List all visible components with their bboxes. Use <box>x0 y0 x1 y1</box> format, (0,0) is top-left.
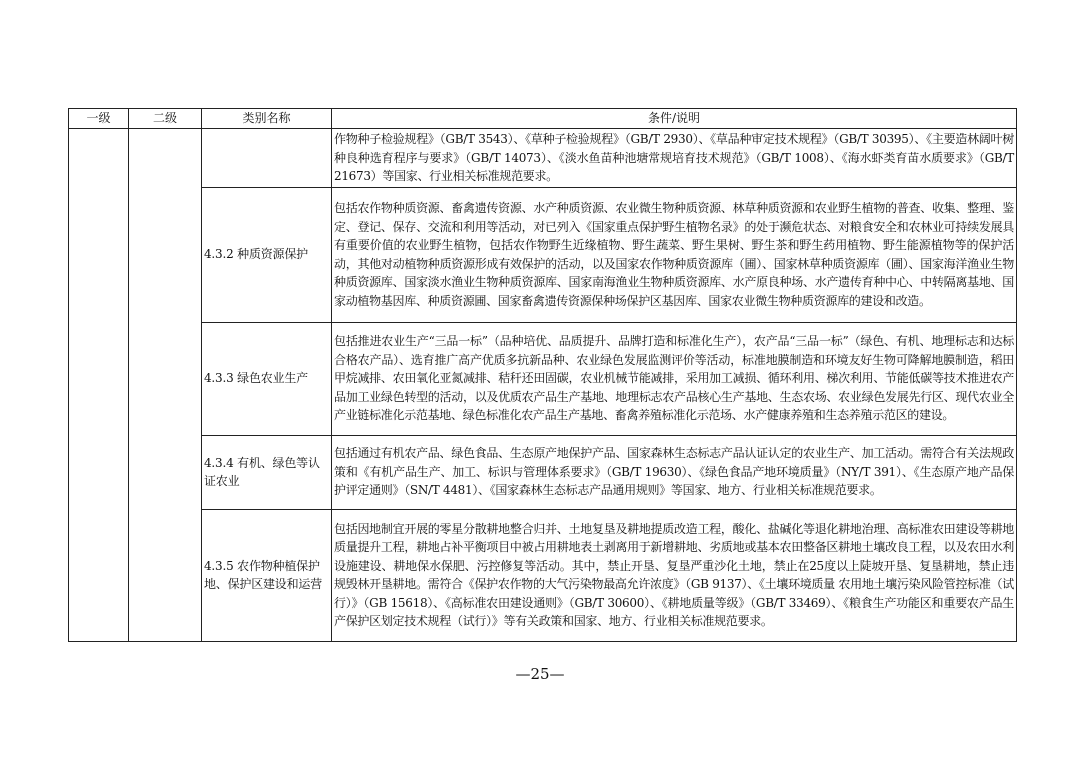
header-level2: 二级 <box>129 109 202 129</box>
category-cell: 4.3.2 种质资源保护 <box>202 187 332 322</box>
category-cell: 4.3.5 农作物种植保护地、保护区建设和运营 <box>202 509 332 641</box>
page-number: —25— <box>515 665 565 683</box>
level1-cell <box>69 129 129 642</box>
table-row <box>69 129 1017 188</box>
table-row <box>69 187 1017 322</box>
table-header-row <box>69 109 1017 129</box>
header-conditions: 条件/说明 <box>332 109 1017 129</box>
standards-table <box>68 108 1017 642</box>
header-category-name: 类别名称 <box>202 109 332 129</box>
table-row <box>69 509 1017 641</box>
category-cell: 4.3.4 有机、绿色等认证农业 <box>202 435 332 509</box>
category-cell: 4.3.3 绿色农业生产 <box>202 322 332 435</box>
description-cell: 包括农作物种质资源、畜禽遗传资源、水产种质资源、农业微生物种质资源、林草种质资源和农业野生植物的普查、收集、整理、鉴定、登记、保存、交流和利用等活动，对已列入《国家重点保护野生植物名录》的处于濒危状态、对粮食安全和农林业可持续发展具有重要价值的农业野生植物，包括农作物野生近缘植物、野生蔬菜、野生果树、野生茶和野生药用植物、野生能源植物等的保护活动，其他对动植物种质资源形成有效保护的活动，以及国家农作物种质资源库（圃）、国家林草种质资源库（圃）、国家海洋渔业生物种质资源库、国家淡水渔业生物种质资源库、国家南海渔业生物种质资源库、水产原良种场、水产遗传育种中心、中转隔离基地、国家动植物基因库、种质资源圃、国家畜禽遗传资源保种场保护区基因库、国家农业微生物种质资源库的建设和改造。 <box>332 187 1017 322</box>
description-cell: 包括因地制宜开展的零星分散耕地整合归并、土地复垦及耕地提质改造工程，酸化、盐碱化等退化耕地治理、高标准农田建设等耕地质量提升工程，耕地占补平衡项目中被占用耕地表土剥离用于新增耕地、劣质地或基本农田整备区耕地土壤改良工程，以及农田水利设施建设、耕地保水保肥、污控修复等活动。其中，禁止开垦、复垦严重沙化土地，禁止在25度以上陡坡开垦、复垦耕地，禁止违规毁林开垦耕地。需符合《保护农作物的大气污染物最高允许浓度》（GB 9137）、《土壤环境质量 农用地土壤污染风险管控标准（试行）》（GB 15618）、《高标准农田建设通则》（GB/T 30600）、《耕地质量等级》（GB/T 33469）、《粮食生产功能区和重要农产品生产保护区划定技术规程（试行）》等有关政策和国家、地方、行业相关标准规范要求。 <box>332 509 1017 641</box>
header-level1: 一级 <box>69 109 129 129</box>
table-row <box>69 322 1017 435</box>
category-cell <box>202 129 332 188</box>
description-cell: 包括推进农业生产“三品一标”（品种培优、品质提升、品牌打造和标准化生产），农产品“三品一标”（绿色、有机、地理标志和达标合格农产品）、选育推广高产优质多抗新品种、农业绿色发展监测评价等活动，标准地膜制造和环境友好生物可降解地膜制造，稻田甲烷减排、农田氧化亚氮减排、秸秆还田固碳，农业机械节能减排，采用加工减损、循环利用、梯次利用、节能低碳等技术推进农产品加工业绿色转型的活动，以及优质农产品生产基地、地理标志农产品核心生产基地、生态农场、农业绿色发展先行区、现代农业全产业链标准化示范基地、绿色标准化农产品生产基地、畜禽养殖标准化示范场、水产健康养殖和生态养殖示范区的建设。 <box>332 322 1017 435</box>
table-row <box>69 435 1017 509</box>
description-cell: 作物种子检验规程》（GB/T 3543）、《草种子检验规程》（GB/T 2930）、《草品种审定技术规程》（GB/T 30395）、《主要造林阔叶树种良种选育程序与要求》（GB/T 14073）、《淡水鱼苗种池塘常规培育技术规范》（GB/T 1008）、《海水虾类育苗水质要求》（GB/T 21673）等国家、行业相关标准规范要求。 <box>332 129 1017 188</box>
description-cell: 包括通过有机农产品、绿色食品、生态原产地保护产品、国家森林生态标志产品认证认定的农业生产、加工活动。需符合有关法规政策和《有机产品生产、加工、标识与管理体系要求》（GB/T 19630）、《绿色食品产地环境质量》（NY/T 391）、《生态原产地产品保护评定通则》（SN/T 4481）、《国家森林生态标志产品通用规则》等国家、地方、行业相关标准规范要求。 <box>332 435 1017 509</box>
level2-cell <box>129 129 202 642</box>
